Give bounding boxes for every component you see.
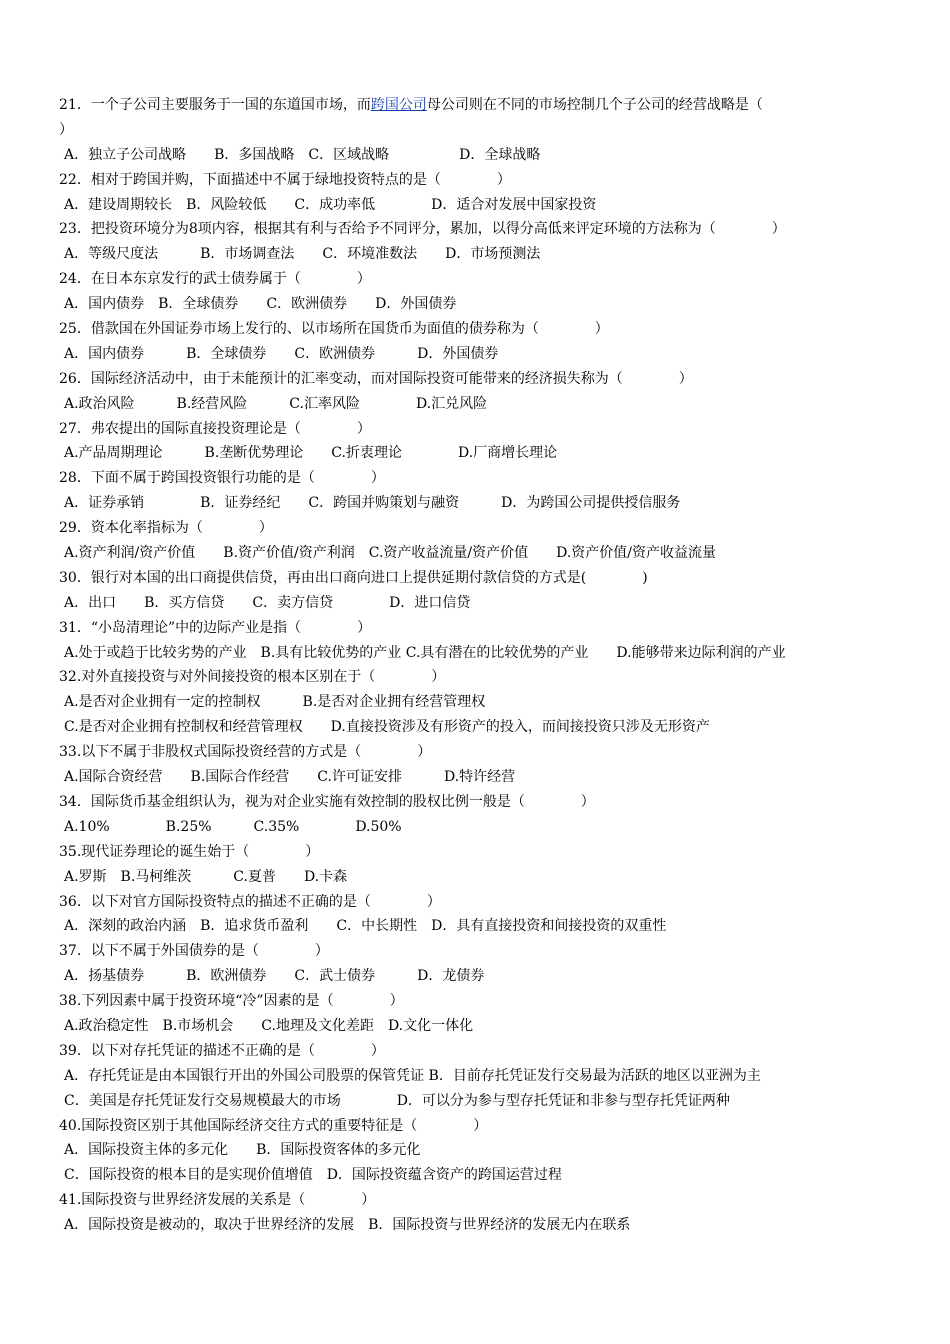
question-stem: 36．以下对官方国际投资特点的描述不正确的是（ ） xyxy=(59,893,441,910)
question-stem: 41.国际投资与世界经济发展的关系是（ ） xyxy=(59,1192,376,1209)
answer-options: C．国际投资的根本目的是实现价值增值 D．国际投资蕴含资产的跨国运营过程 xyxy=(64,1167,562,1184)
question-21-text-before-link: 21．一个子公司主要服务于一国的东道国市场，而 xyxy=(59,97,371,113)
answer-options: A.是否对企业拥有一定的控制权 B.是否对企业拥有经营管理权 xyxy=(64,694,486,711)
question-stem: 39．以下对存托凭证的描述不正确的是（ ） xyxy=(59,1042,385,1059)
answer-options: A.处于或趋于比较劣势的产业 B.具有比较优势的产业 C.具有潜在的比较优势的产业 D.能够带来边际利润的产业 xyxy=(64,644,786,661)
question-stem: 34．国际货币基金组织认为，视为对企业实施有效控制的股权比例一般是（ ） xyxy=(59,793,595,810)
question-stem: 37．以下不属于外国债券的是（ ） xyxy=(59,943,329,960)
answer-options: A．建设周期较长 B．风险较低 C．成功率低 D．适合对发展中国家投资 xyxy=(64,196,597,213)
question-list xyxy=(59,168,919,1238)
answer-options: C．美国是存托凭证发行交易规模最大的市场 D．可以分为参与型存托凭证和非参与型存托凭证两种 xyxy=(64,1092,730,1109)
answer-options: A．出口 B．买方信贷 C．卖方信贷 D．进口信贷 xyxy=(64,594,471,611)
question-stem: 23．把投资环境分为8项内容，根据其有利与否给予不同评分，累加，以得分高低来评定环境的方法称为（ ） xyxy=(59,221,786,238)
question-stem: 27．弗农提出的国际直接投资理论是（ ） xyxy=(59,420,371,437)
question-stem: 33.以下不属于非股权式国际投资经营的方式是（ ） xyxy=(59,744,432,761)
question-document xyxy=(59,93,919,1238)
question-21-continuation: ） xyxy=(59,121,73,138)
answer-options: A．国际投资主体的多元化 B．国际投资客体的多元化 xyxy=(64,1142,421,1159)
question-stem: 22．相对于跨国并购，下面描述中不属于绿地投资特点的是（ ） xyxy=(59,171,511,188)
question-stem: 38.下列因素中属于投资环境“冷”因素的是（ ） xyxy=(59,993,404,1010)
answer-options: A.资产利润/资产价值 B.资产价值/资产利润 C.资产收益流量/资产价值 D.资产价值/资产收益流量 xyxy=(64,545,717,562)
answer-options: A.10% B.25% C.35% D.50% xyxy=(64,818,402,835)
answer-options: A．深刻的政治内涵 B．追求货币盈利 C．中长期性 D．具有直接投资和间接投资的双重性 xyxy=(64,918,667,935)
question-stem: 30．银行对本国的出口商提供信贷，再由出口商向进口上提供延期付款信贷的方式是( ) xyxy=(59,569,648,586)
answer-options: C.是否对企业拥有控制权和经营管理权 D.直接投资涉及有形资产的投入，而间接投资只涉及无形资产 xyxy=(64,719,710,736)
question-stem: 35.现代证券理论的诞生始于（ ） xyxy=(59,843,320,860)
answer-options: A．国际投资是被动的，取决于世界经济的发展 B．国际投资与世界经济的发展无内在联系 xyxy=(64,1217,631,1234)
question-stem: 24．在日本东京发行的武士债券属于（ ） xyxy=(59,271,371,288)
question-21-text-after-link: 母公司则在不同的市场控制几个子公司的经营战略是（ xyxy=(426,97,763,113)
answer-options: A．国内债券 B．全球债券 C．欧洲债券 D．外国债券 xyxy=(64,345,499,362)
answer-options: A.产品周期理论 B.垄断优势理论 C.折衷理论 D.厂商增长理论 xyxy=(64,445,558,462)
answer-options: A.政治风险 B.经营风险 C.汇率风险 D.汇兑风险 xyxy=(64,395,488,412)
question-21 xyxy=(59,93,919,118)
question-stem: 32.对外直接投资与对外间接投资的根本区别在于（ ） xyxy=(59,669,446,686)
answer-options: A.国际合资经营 B.国际合作经营 C.许可证安排 D.特许经营 xyxy=(64,769,516,786)
question-stem: 31．“小岛清理论”中的边际产业是指（ ） xyxy=(59,619,372,636)
answer-options: A.罗斯 B.马柯维茨 C.夏普 D.卡森 xyxy=(64,868,348,885)
answer-options: A．等级尺度法 B．市场调查法 C．环境准数法 D．市场预测法 xyxy=(64,246,541,263)
question-stem: 40.国际投资区别于其他国际经济交往方式的重要特征是（ ） xyxy=(59,1117,488,1134)
answer-options: A．扬基债券 B．欧洲债券 C．武士债券 D．龙债券 xyxy=(64,968,485,985)
multinational-company-link[interactable]: 跨国公司 xyxy=(370,97,427,113)
answer-options: A．证券承销 B．证券经纪 C．跨国并购策划与融资 D．为跨国公司提供授信服务 xyxy=(64,495,681,512)
answer-options: A．国内债券 B．全球债券 C．欧洲债券 D．外国债券 xyxy=(64,296,457,313)
answer-options: A．存托凭证是由本国银行开出的外国公司股票的保管凭证 B．目前存托凭证发行交易最为活跃的地区以亚洲为主 xyxy=(64,1067,761,1084)
question-21-options: A．独立子公司战略 B．多国战略 C．区域战略 D．全球战略 xyxy=(64,146,541,163)
question-stem: 29．资本化率指标为（ ） xyxy=(59,520,273,537)
question-stem: 28．下面不属于跨国投资银行功能的是（ ） xyxy=(59,470,385,487)
question-stem: 26．国际经济活动中，由于未能预计的汇率变动，而对国际投资可能带来的经济损失称为（ ） xyxy=(59,370,693,387)
question-stem: 25．借款国在外国证券市场上发行的、以市场所在国货币为面值的债券称为（ ） xyxy=(59,321,609,338)
answer-options: A.政治稳定性 B.市场机会 C.地理及文化差距 D.文化一体化 xyxy=(64,1017,474,1034)
